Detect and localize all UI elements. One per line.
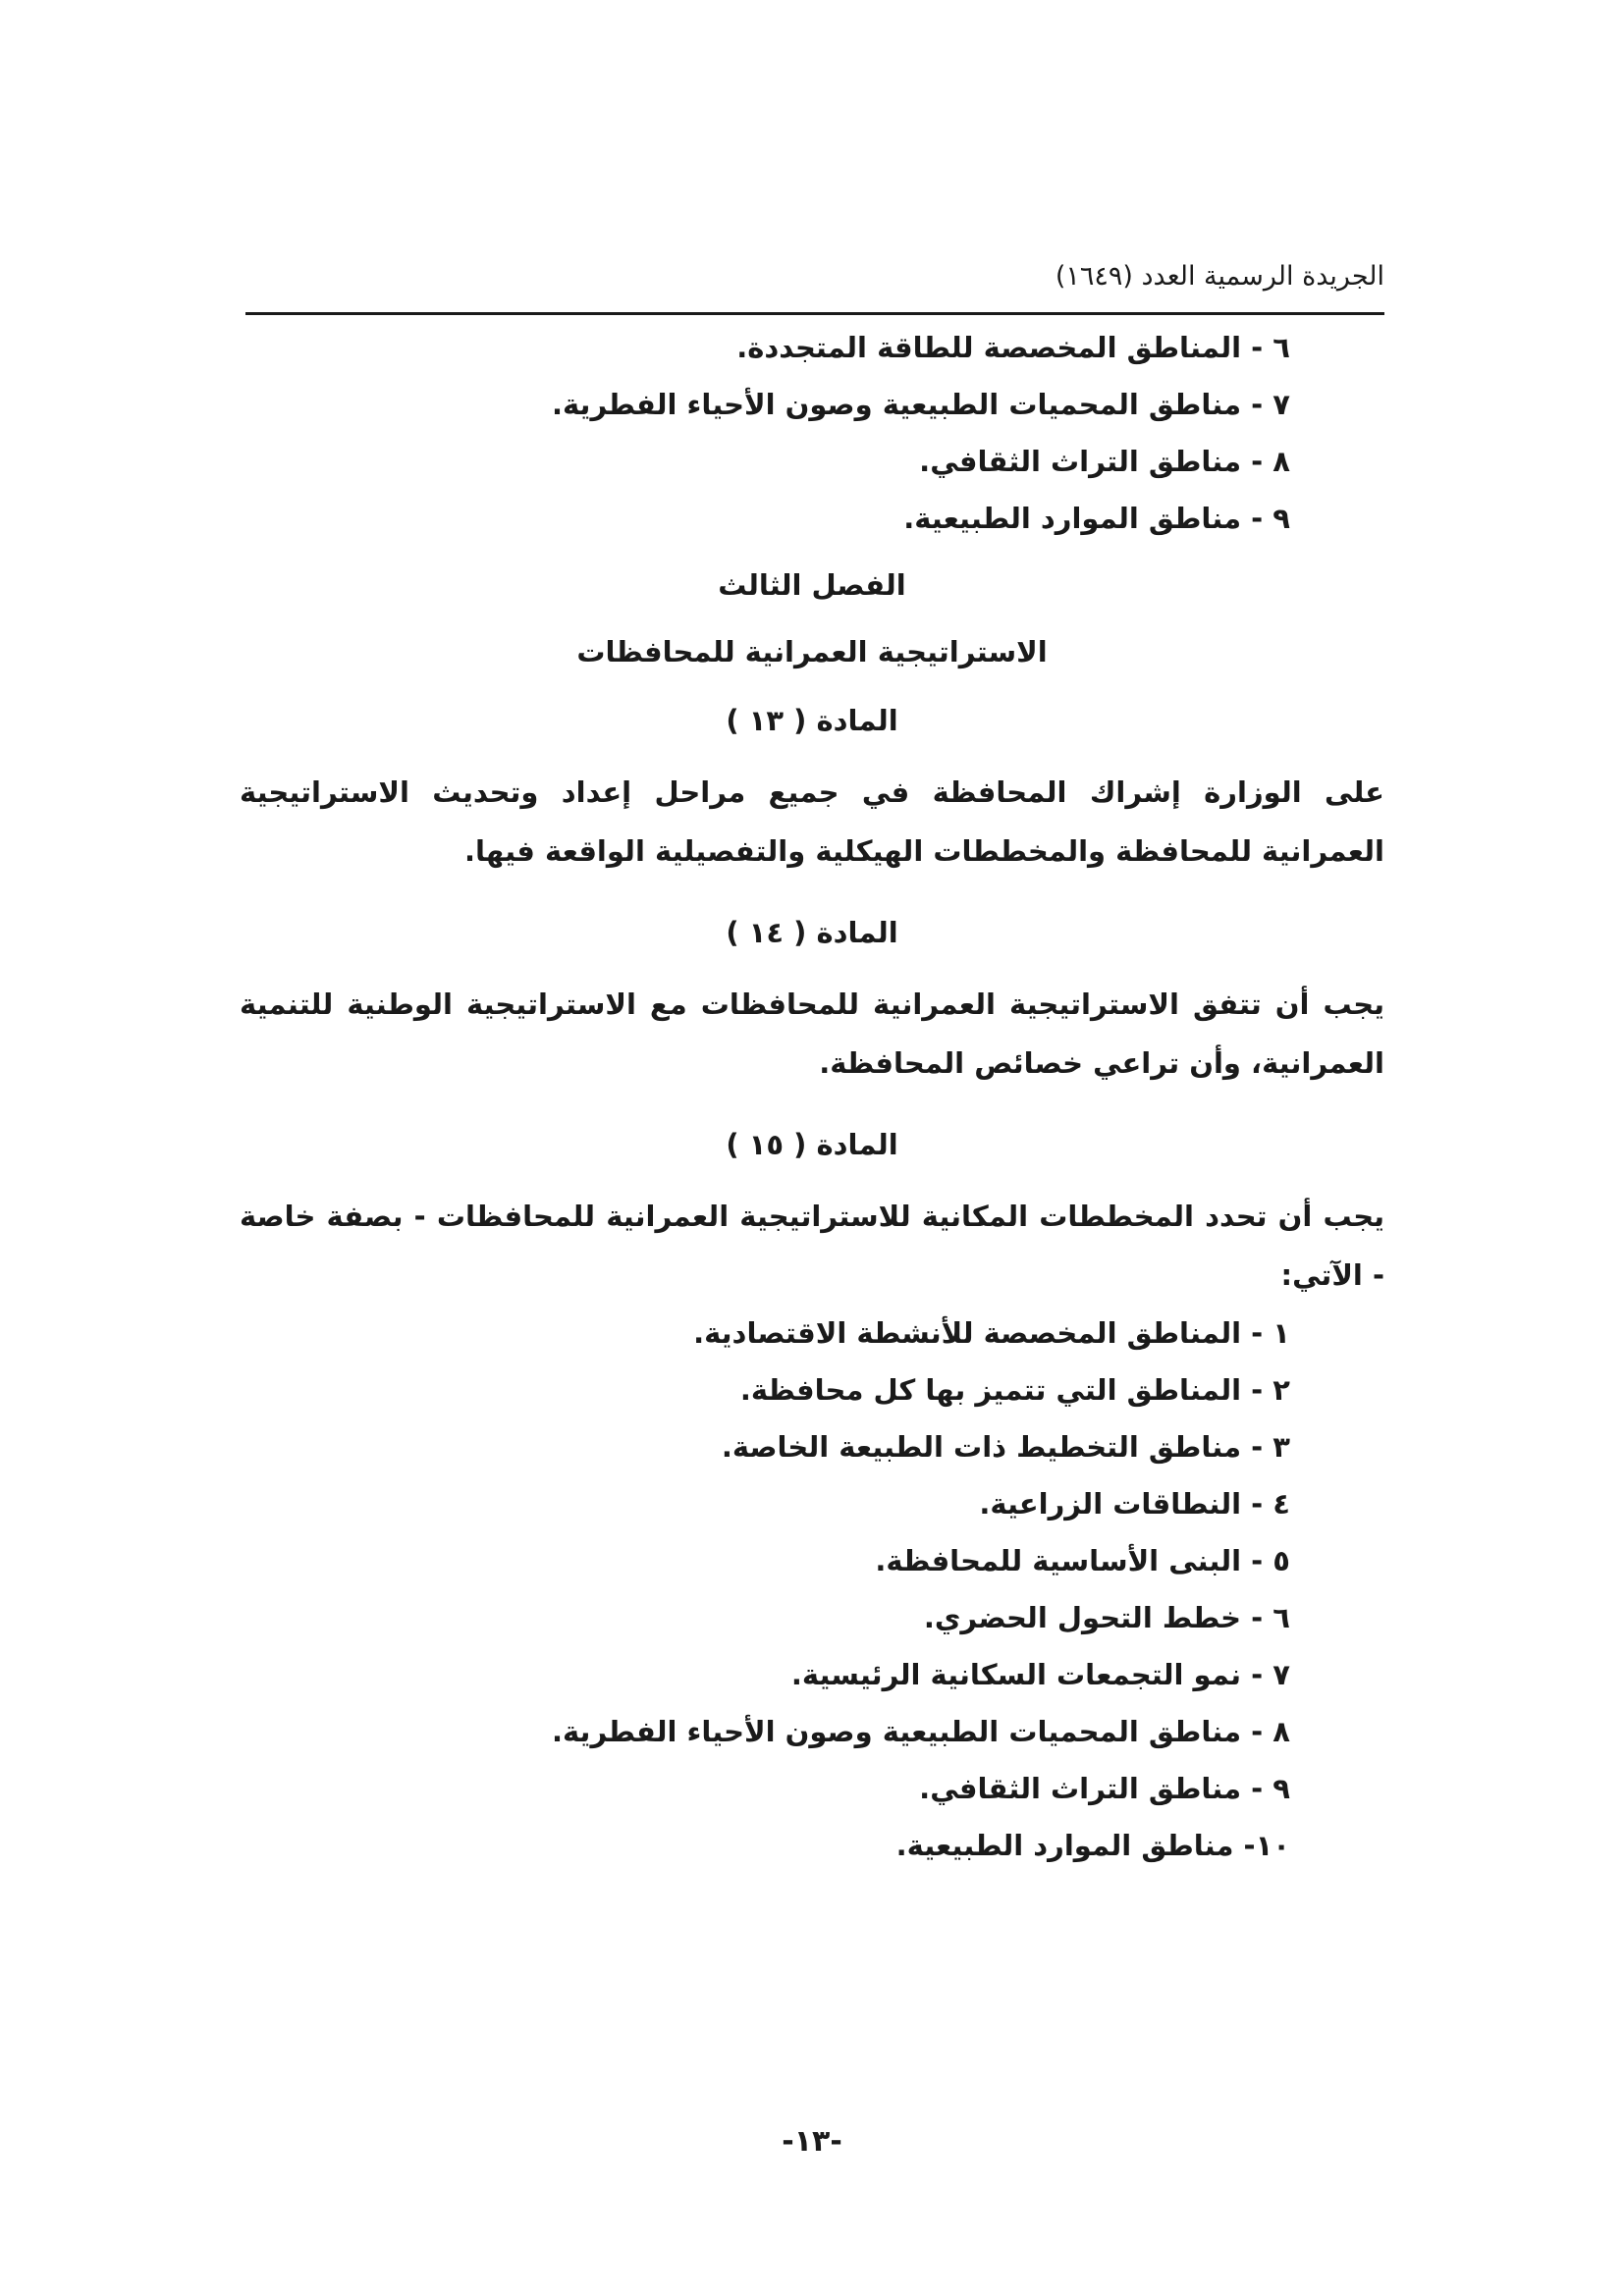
- article-14-heading: المادة ( ١٤ ): [726, 916, 898, 949]
- list-item: ٥ - البنى الأساسية للمحافظة.: [875, 1544, 1290, 1577]
- list-item: ٩ - مناطق التراث الثقافي.: [919, 1772, 1290, 1805]
- chapter-number: الفصل الثالث: [718, 568, 906, 602]
- page-number: -١٣-: [782, 2124, 842, 2159]
- list-item: ٩ - مناطق الموارد الطبيعية.: [903, 502, 1290, 535]
- document-body: [240, 319, 1384, 1874]
- list-item: ٧ - مناطق المحميات الطبيعية وصون الأحياء الفطرية.: [551, 388, 1290, 421]
- article-13-text: على الوزارة إشراك المحافظة في جميع مراحل إعداد وتحديث الاستراتيجية العمرانية للمحافظة والمخططات الهيكلية والتفصيلية الواقعة فيها.: [240, 775, 1384, 868]
- article-15-heading: المادة ( ١٥ ): [726, 1128, 898, 1161]
- list-item: ٣ - مناطق التخطيط ذات الطبيعة الخاصة.: [721, 1430, 1290, 1464]
- list-item: ٦ - المناطق المخصصة للطاقة المتجددة.: [736, 331, 1290, 364]
- article-15-list: [240, 1305, 1384, 1874]
- list-item: ٢ - المناطق التي تتميز بها كل محافظة.: [739, 1373, 1290, 1407]
- continued-list: [240, 319, 1384, 547]
- list-item: ٨ - مناطق التراث الثقافي.: [919, 445, 1290, 478]
- page-header: [245, 257, 1384, 315]
- list-item: ٧ - نمو التجمعات السكانية الرئيسية.: [790, 1658, 1290, 1691]
- list-item: ٦ - خطط التحول الحضري.: [923, 1601, 1290, 1634]
- list-item: ٤ - النطاقات الزراعية.: [979, 1487, 1290, 1521]
- article-13-heading: المادة ( ١٣ ): [726, 704, 898, 737]
- gazette-header-title: الجريدة الرسمية العدد (١٦٤٩): [1055, 261, 1384, 292]
- article-14-text: يجب أن تتفق الاستراتيجية العمرانية للمحافظات مع الاستراتيجية الوطنية للتنمية العمرانية، وأن تراعي خصائص المحافظة.: [240, 988, 1384, 1080]
- list-item: ١٠- مناطق الموارد الطبيعية.: [895, 1829, 1290, 1862]
- list-item: ١ - المناطق المخصصة للأنشطة الاقتصادية.: [693, 1316, 1290, 1350]
- chapter-title: الاستراتيجية العمرانية للمحافظات: [576, 635, 1048, 668]
- list-item: ٨ - مناطق المحميات الطبيعية وصون الأحياء الفطرية.: [551, 1715, 1290, 1748]
- article-15-text: يجب أن تحدد المخططات المكانية للاستراتيجية العمرانية للمحافظات - بصفة خاصة - الآتي:: [240, 1200, 1384, 1292]
